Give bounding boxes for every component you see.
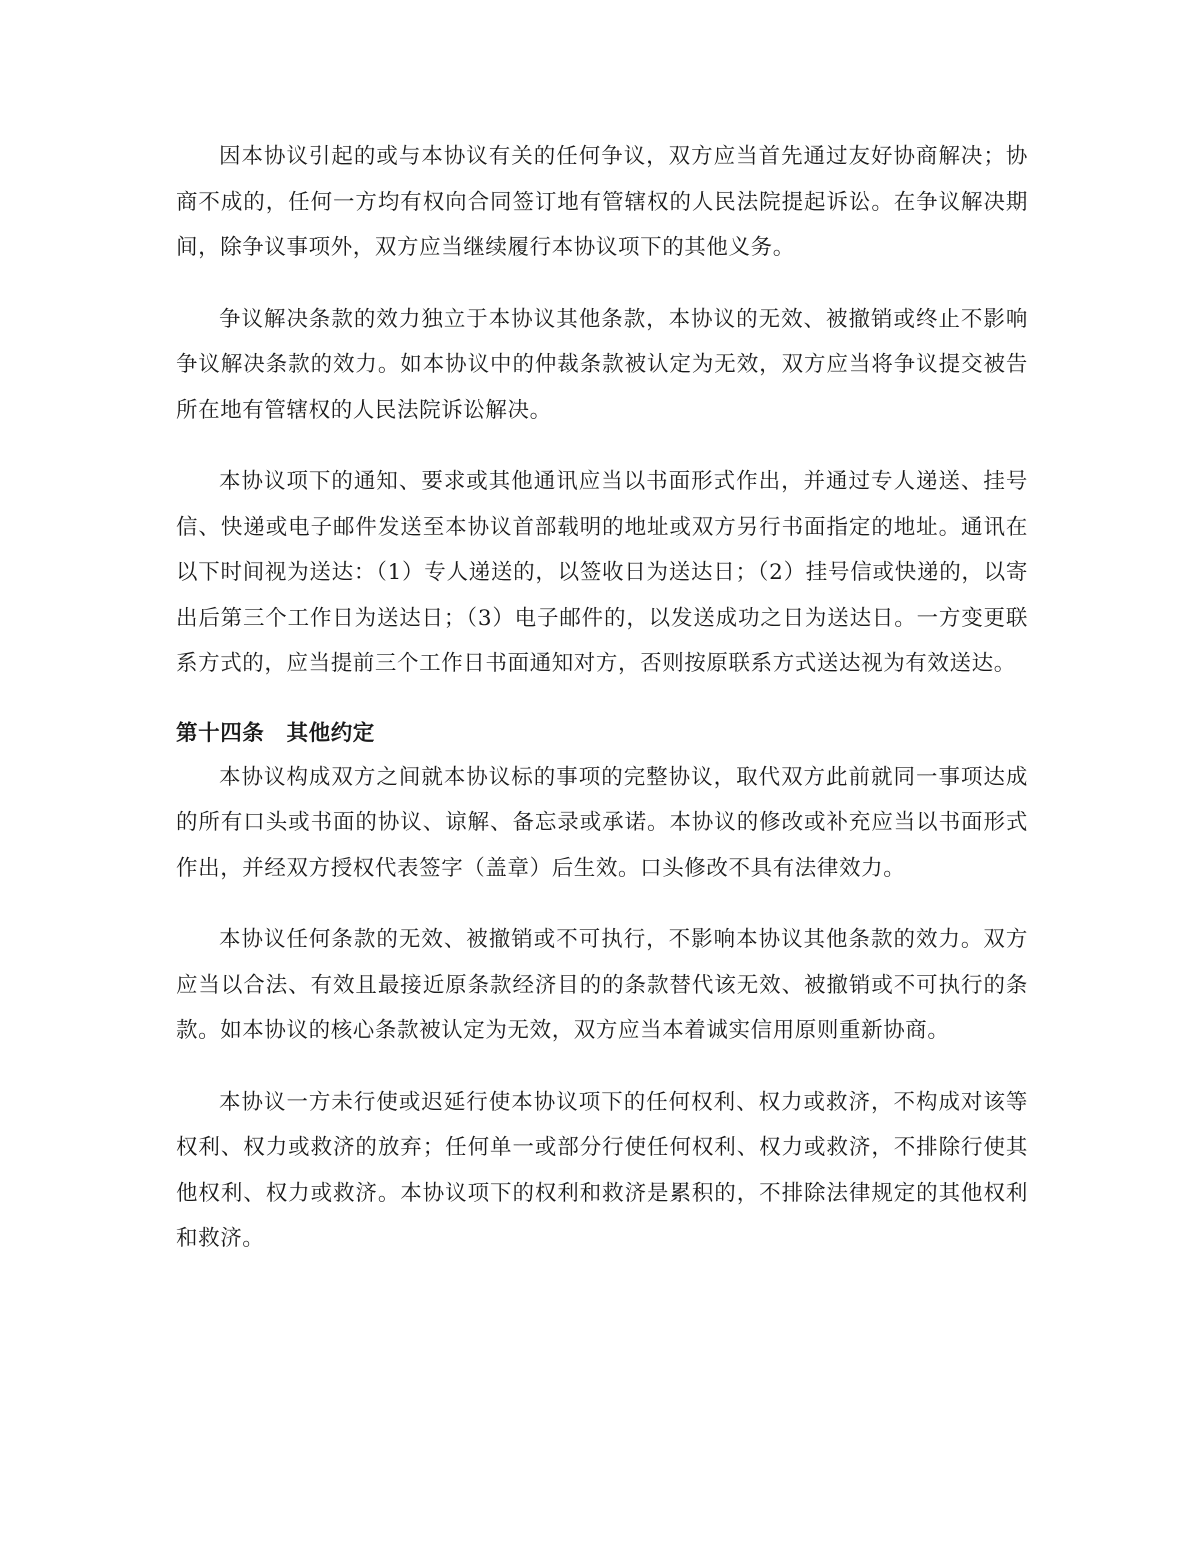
paragraph-severability: 本协议任何条款的无效、被撤销或不可执行，不影响本协议其他条款的效力。双方应当以合法、有效且最接近原条款经济目的的条款替代该无效、被撤销或不可执行的条款。如本协议的核心条款被认定为无效，双方应当本着诚实信用原则重新协商。 (176, 927, 1028, 1043)
document-page (176, 134, 1028, 1288)
article-14-heading: 第十四条 其他约定 (176, 720, 375, 746)
paragraph-no-waiver: 本协议一方未行使或迟延行使本协议项下的任何权利、权力或救济，不构成对该等权利、权力或救济的放弃；任何单一或部分行使任何权利、权力或救济，不排除行使其他权利、权力或救济。本协议项下的权利和救济是累积的，不排除法律规定的其他权利和救济。 (176, 1089, 1028, 1251)
paragraph-dispute-resolution: 因本协议引起的或与本协议有关的任何争议，双方应当首先通过友好协商解决；协商不成的，任何一方均有权向合同签订地有管辖权的人民法院提起诉讼。在争议解决期间，除争议事项外，双方应当继续履行本协议项下的其他义务。 (176, 144, 1028, 260)
paragraph-dispute-clause-independence: 争议解决条款的效力独立于本协议其他条款，本协议的无效、被撤销或终止不影响争议解决条款的效力。如本协议中的仲裁条款被认定为无效，双方应当将争议提交被告所在地有管辖权的人民法院诉讼解决。 (176, 306, 1028, 423)
paragraph-entire-agreement: 本协议构成双方之间就本协议标的事项的完整协议，取代双方此前就同一事项达成的所有口头或书面的协议、谅解、备忘录或承诺。本协议的修改或补充应当以书面形式作出，并经双方授权代表签字（盖章）后生效。口头修改不具有法律效力。 (176, 764, 1028, 881)
paragraph-notices: 本协议项下的通知、要求或其他通讯应当以书面形式作出，并通过专人递送、挂号信、快递或电子邮件发送至本协议首部载明的地址或双方另行书面指定的地址。通讯在以下时间视为送达：（1）专人递送的，以签收日为送达日；（2）挂号信或快递的，以寄出后第三个工作日为送达日；（3）电子邮件的，以发送成功之日为送达日。一方变更联系方式的，应当提前三个工作日书面通知对方，否则按原联系方式送达视为有效送达。 (176, 469, 1028, 676)
